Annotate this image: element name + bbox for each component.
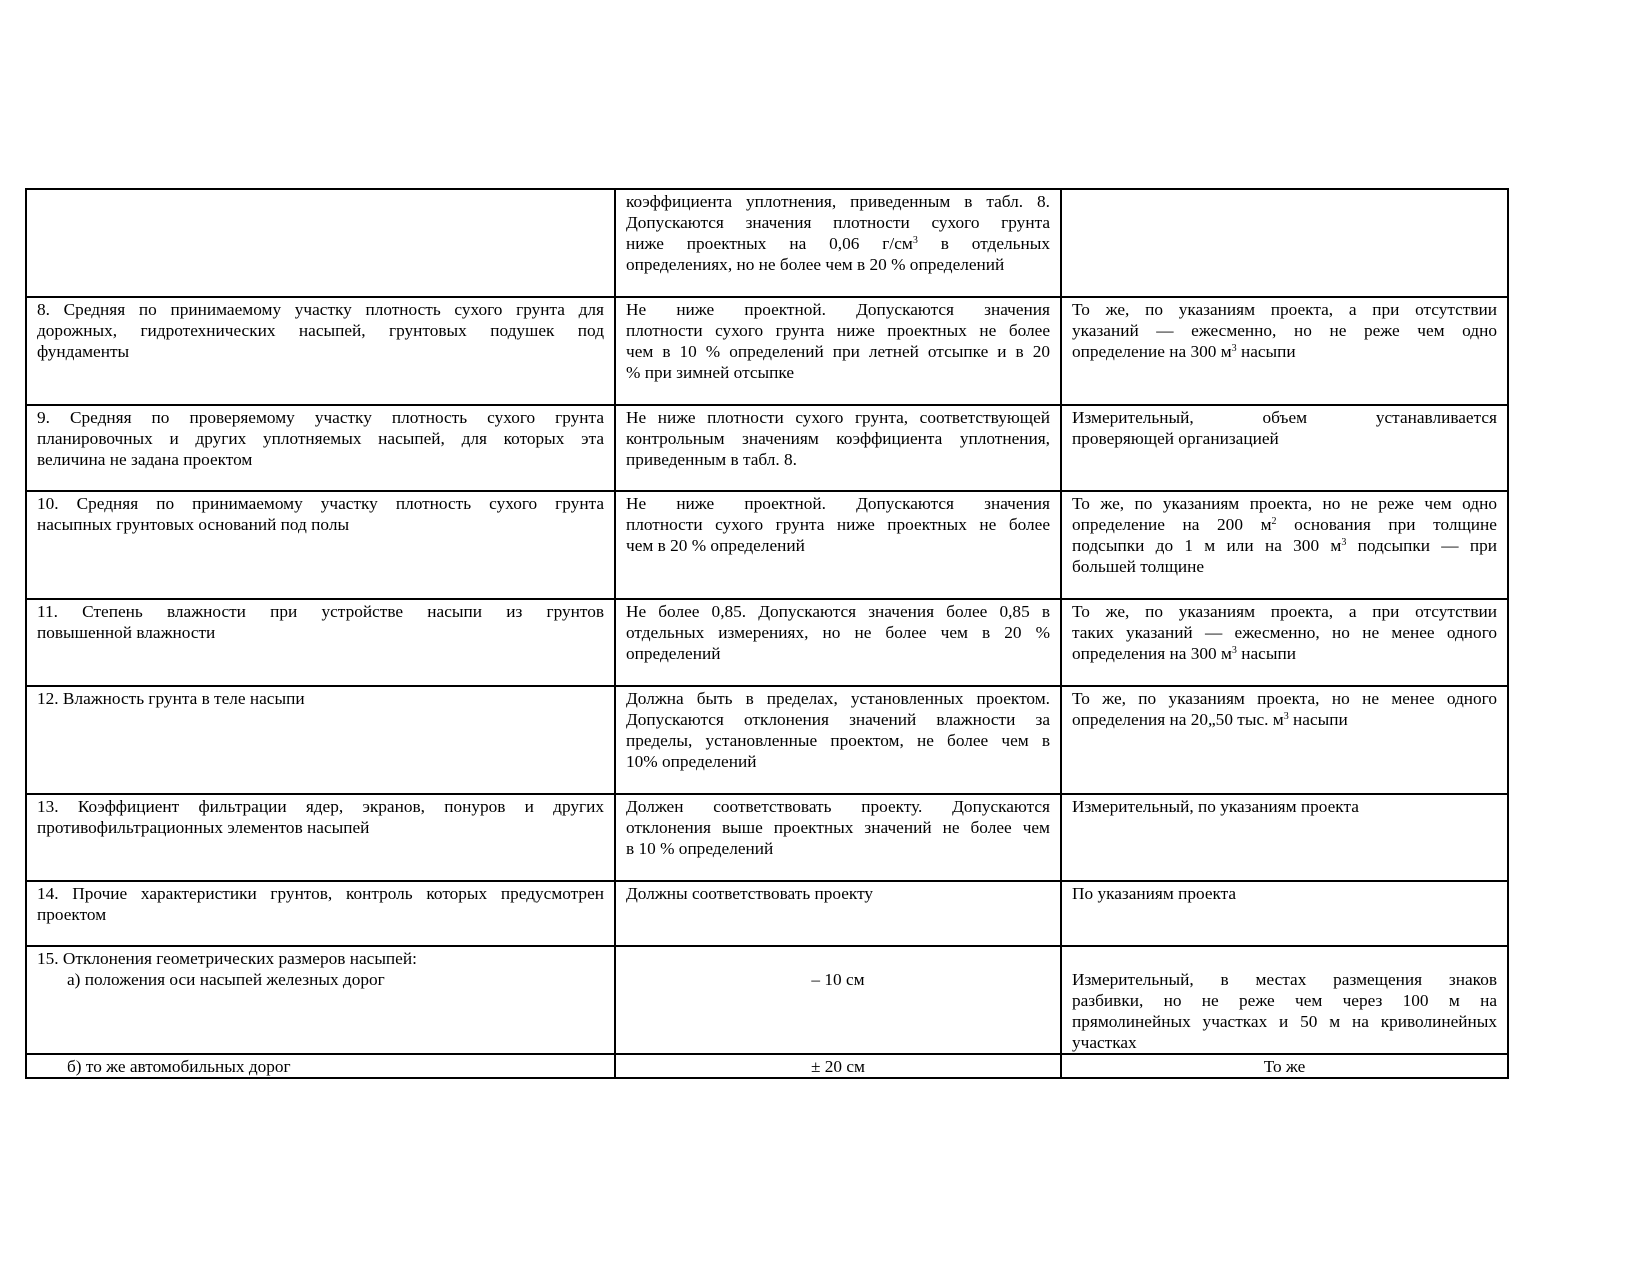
table-row <box>26 491 1508 599</box>
table-row <box>26 297 1508 405</box>
table-row <box>26 405 1508 491</box>
table-row <box>26 686 1508 794</box>
table-cell-requirement: Не более 0,85. Допускаются значения более 0,85 в отдельных измерениях, но не более чем в 20 % определений <box>615 599 1061 686</box>
table-cell-control-method: То же, по указаниям проекта, а при отсутствии таких указаний — ежесменно, но не менее одного определения на 300 $м^3$ насыпи <box>1061 599 1508 686</box>
table-cell-control-method: Измерительный, по указаниям проекта <box>1061 794 1508 881</box>
table-cell-parameter: 10. Средняя по принимаемому участку плотность сухого грунта насыпных грунтовых оснований под полы <box>26 491 615 599</box>
table-cell-parameter: 9. Средняя по проверяемому участку плотность сухого грунта планировочных и других уплотняемых насыпей, для которых эта величина не задана проектом <box>26 405 615 491</box>
table-cell-control-method: То же <box>1061 1054 1508 1078</box>
table-cell-parameter: 11. Степень влажности при устройстве насыпи из грунтов повышенной влажности <box>26 599 615 686</box>
table-cell-requirement: Не ниже проектной. Допускаются значения плотности сухого грунта ниже проектных не более чем в 20 % определений <box>615 491 1061 599</box>
table-row <box>26 881 1508 946</box>
table-row <box>26 794 1508 881</box>
table-cell-requirement: Должен соответствовать проекту. Допускаются отклонения выше проектных значений не более чем в 10 % определений <box>615 794 1061 881</box>
control-requirements-table <box>25 188 1509 1079</box>
table-row <box>26 189 1508 297</box>
table-cell-parameter: 12. Влажность грунта в теле насыпи <box>26 686 615 794</box>
table-cell-requirement: Не ниже проектной. Допускаются значения плотности сухого грунта ниже проектных не более чем в 10 % определений при летней отсыпке и в 20 % при зимней отсыпке <box>615 297 1061 405</box>
table-cell-control-method: Измерительный, в местах размещения знаков разбивки, но не реже чем через 100 м на прямолинейных участках и 50 м на криволинейных участках <box>1061 946 1508 1054</box>
table-cell-control-method: То же, по указаниям проекта, но не менее одного определения на 20„50 тыс. $м^3$ насыпи <box>1061 686 1508 794</box>
table-row <box>26 599 1508 686</box>
table-cell-parameter: 14. Прочие характеристики грунтов, контроль которых предусмотрен проектом <box>26 881 615 946</box>
table-cell-parameter: 13. Коэффициент фильтрации ядер, экранов, понуров и других противофильтрационных элементов насыпей <box>26 794 615 881</box>
table-cell-requirement: ± 20 см <box>615 1054 1061 1078</box>
table-cell-control-method: То же, по указаниям проекта, но не реже чем одно определение на 200 $м^2$ основания при толщине подсыпки до 1 м или на 300 $м^3$ подсыпки — при большей толщине <box>1061 491 1508 599</box>
table-row <box>26 946 1508 1054</box>
table-cell-requirement: коэффициента уплотнения, приведенным в табл. 8. Допускаются значения плотности сухого грунта ниже проектных на 0,06 $г/см^3$ в отдельных определениях, но не более чем в 20 % определений <box>615 189 1061 297</box>
table-cell-control-method: По указаниям проекта <box>1061 881 1508 946</box>
table-cell-requirement: Не ниже плотности сухого грунта, соответствующей контрольным значениям коэффициента уплотнения, приведенным в табл. 8. <box>615 405 1061 491</box>
table-cell-control-method: То же, по указаниям проекта, а при отсутствии указаний — ежесменно, но не реже чем одно определение на 300 $м^3$ насыпи <box>1061 297 1508 405</box>
table-cell-parameter: б) то же автомобильных дорог <box>26 1054 615 1078</box>
table-row <box>26 1054 1508 1078</box>
table-cell-parameter <box>26 189 615 297</box>
table-cell-parameter: 8. Средняя по принимаемому участку плотность сухого грунта для дорожных, гидротехнических насыпей, грунтовых подушек под фундаменты <box>26 297 615 405</box>
table-cell-control-method <box>1061 189 1508 297</box>
table-cell-requirement: – 10 см <box>615 946 1061 1054</box>
table-cell-control-method: Измерительный, объем устанавливается проверяющей организацией <box>1061 405 1508 491</box>
table-cell-requirement: Должны соответствовать проекту <box>615 881 1061 946</box>
table-cell-requirement: Должна быть в пределах, установленных проектом. Допускаются отклонения значений влажности за пределы, установленные проектом, не более чем в 10% определений <box>615 686 1061 794</box>
table-cell-parameter: 15. Отклонения геометрических размеров насыпей: а) положения оси насыпей железных дорог <box>26 946 615 1054</box>
